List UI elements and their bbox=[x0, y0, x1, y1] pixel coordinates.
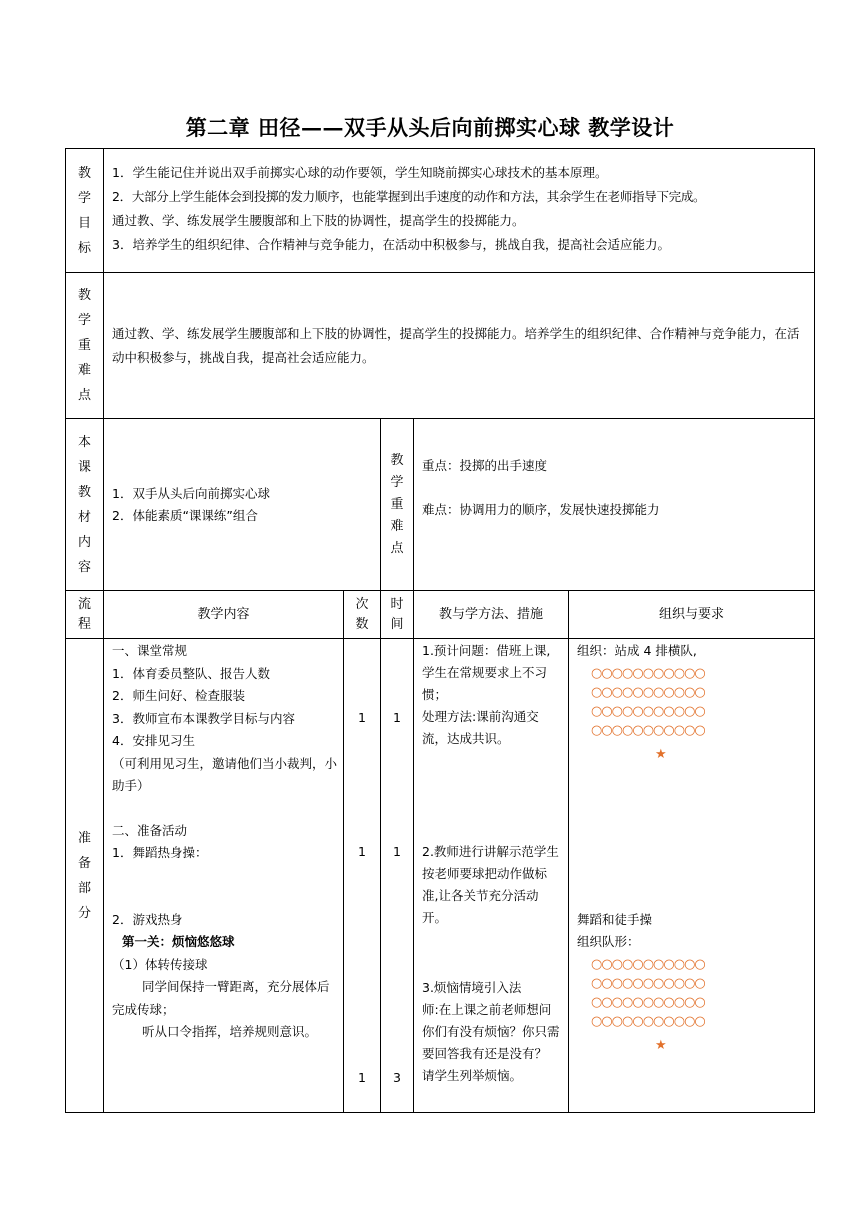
goals-content bbox=[104, 149, 815, 273]
material-item: 1．双手从头后向前掷实心球 bbox=[112, 485, 270, 501]
goal-line: 3．培养学生的组织纪律、合作精神与竞争能力，在活动中积极参与，挑战自我，提高社会适应能力。 bbox=[112, 237, 670, 252]
teacher-star-icon: ★ bbox=[655, 1038, 667, 1053]
label-char: 时 bbox=[390, 596, 404, 612]
label-char: 点 bbox=[390, 540, 404, 556]
difficulty-point: 难点：协调用力的顺序，发展快速投掷能力 bbox=[422, 502, 660, 517]
content-line: 一、课堂常规 bbox=[112, 643, 188, 658]
content-line: 2．游戏热身 bbox=[112, 911, 183, 927]
label-char: 材 bbox=[77, 509, 91, 525]
label-char: 难 bbox=[390, 518, 404, 534]
material-key-label bbox=[381, 419, 414, 591]
label-char: 备 bbox=[77, 855, 91, 871]
method-line: 3.烦恼情境引入法 bbox=[422, 980, 522, 995]
label-char: 数 bbox=[355, 616, 369, 632]
content-line: （1）体转传接球 bbox=[112, 956, 208, 972]
circle-row: ○○○○○○○○○○○ bbox=[591, 995, 705, 1010]
teacher-star-icon: ★ bbox=[655, 747, 667, 762]
method-line: 1.预计问题：借班上课,学生在常规要求上不习惯； bbox=[422, 643, 551, 702]
label-char: 学 bbox=[390, 474, 404, 490]
content-line: 听从口令指挥，培养规则意识。 bbox=[142, 1024, 318, 1039]
document-title: 第二章 田径——双手从头后向前掷实心球 教学设计 bbox=[185, 115, 675, 140]
material-row bbox=[66, 419, 815, 591]
method-line: 处理方法:课前沟通交流，达成共识。 bbox=[422, 709, 539, 746]
header-methods: 教与学方法、措施 bbox=[414, 591, 569, 639]
circle-row: ○○○○○○○○○○○ bbox=[591, 957, 705, 972]
label-char: 点 bbox=[77, 388, 91, 403]
label-char: 标 bbox=[77, 240, 91, 256]
prep-organization bbox=[569, 639, 815, 1113]
circle-row: ○○○○○○○○○○○ bbox=[591, 1014, 705, 1029]
key-difficulty-label bbox=[66, 273, 104, 419]
label-char: 准 bbox=[77, 830, 91, 846]
count-value: 1 bbox=[358, 1070, 366, 1085]
content-line: 2．师生问好、检查服装 bbox=[112, 688, 245, 703]
label-char: 重 bbox=[390, 496, 404, 512]
goals-row bbox=[66, 149, 815, 273]
label-char: 学 bbox=[77, 313, 91, 328]
label-char: 部 bbox=[77, 880, 91, 896]
content-spacer bbox=[112, 798, 337, 820]
lesson-plan-table bbox=[65, 148, 815, 1113]
label-char: 难 bbox=[77, 363, 91, 378]
prep-row bbox=[66, 639, 815, 1113]
label-char: 教 bbox=[77, 288, 91, 303]
material-items bbox=[104, 419, 381, 591]
label-char: 流 bbox=[77, 596, 91, 612]
methods-block-3 bbox=[422, 977, 562, 1087]
org-line: 舞蹈和徒手操 bbox=[577, 912, 653, 927]
label-char: 容 bbox=[77, 559, 91, 575]
header-row bbox=[66, 591, 815, 639]
circle-row: ○○○○○○○○○○○ bbox=[591, 685, 705, 700]
content-line: 第一关：烦恼悠悠球 bbox=[122, 934, 235, 949]
content-line: 4．安排见习生 bbox=[112, 733, 195, 748]
key-difficulty-text: 通过教、学、练发展学生腰腹部和上下肢的协调性，提高学生的投掷能力。培养学生的组织纪律、合作精神与竞争能力，在活动中积极参与，挑战自我，提高社会适应能力。 bbox=[104, 273, 815, 419]
content-spacer bbox=[112, 865, 337, 909]
label-char: 教 bbox=[77, 484, 91, 500]
header-time bbox=[381, 591, 414, 639]
method-line: 师:在上课之前老师想问你们有没有烦恼？你只需要回答我有还是没有？ bbox=[422, 1002, 560, 1061]
header-organization: 组织与要求 bbox=[569, 591, 815, 639]
label-char: 本 bbox=[77, 434, 91, 450]
prep-times bbox=[381, 639, 414, 1113]
circle-row: ○○○○○○○○○○○ bbox=[591, 704, 705, 719]
label-char: 教 bbox=[390, 452, 404, 468]
label-char: 目 bbox=[77, 215, 91, 231]
time-value: 1 bbox=[393, 710, 401, 725]
count-value: 1 bbox=[358, 710, 366, 725]
label-char: 教 bbox=[77, 165, 91, 181]
methods-block-2 bbox=[422, 841, 562, 929]
prep-label bbox=[66, 639, 104, 1113]
prep-content bbox=[104, 639, 344, 1113]
circle-row: ○○○○○○○○○○○ bbox=[591, 666, 705, 681]
org-block-2 bbox=[577, 909, 808, 1057]
material-key-content bbox=[414, 419, 815, 591]
header-count bbox=[344, 591, 381, 639]
key-point: 重点：投掷的出手速度 bbox=[422, 458, 548, 473]
method-line: 2.教师进行讲解示范学生按老师要球把动作做标准,让各关节充分活动开。 bbox=[422, 844, 559, 925]
label-char: 分 bbox=[77, 905, 91, 921]
goals-label bbox=[66, 149, 104, 273]
method-line: 请学生列举烦恼。 bbox=[422, 1068, 523, 1083]
org-line: 组织：站成 4 排横队, bbox=[577, 643, 697, 658]
label-char: 间 bbox=[390, 616, 404, 632]
label-char: 次 bbox=[355, 596, 369, 612]
label-char: 重 bbox=[77, 338, 91, 353]
material-label bbox=[66, 419, 104, 591]
header-process bbox=[66, 591, 104, 639]
label-char: 课 bbox=[77, 459, 91, 475]
methods-block-1 bbox=[422, 640, 562, 750]
label-char: 学 bbox=[77, 190, 91, 206]
prep-counts bbox=[344, 639, 381, 1113]
content-line: （可利用见习生，邀请他们当小裁判，小助手） bbox=[112, 755, 338, 793]
goal-line: 2．大部分上学生能体会到投掷的发力顺序，也能掌握到出手速度的动作和方法，其余学生在老师指导下完成。 bbox=[112, 189, 706, 204]
header-content: 教学内容 bbox=[104, 591, 344, 639]
org-block-1 bbox=[577, 640, 808, 766]
formation-diagram bbox=[577, 955, 808, 1057]
formation-diagram bbox=[577, 664, 808, 766]
content-line: 1．体育委员整队、报告人数 bbox=[112, 665, 270, 681]
label-char: 程 bbox=[77, 616, 91, 632]
org-line: 组织队形： bbox=[577, 934, 640, 949]
key-difficulty-row bbox=[66, 273, 815, 419]
count-value: 1 bbox=[358, 844, 366, 859]
label-char: 内 bbox=[77, 534, 91, 550]
content-line: 3．教师宣布本课教学目标与内容 bbox=[112, 710, 295, 726]
time-value: 1 bbox=[393, 844, 401, 859]
content-line: 二、准备活动 bbox=[112, 822, 188, 838]
content-line: 同学间保持一臂距离，充分展体后完成传球； bbox=[112, 979, 330, 1017]
goal-line: 1．学生能记住并说出双手前掷实心球的动作要领，学生知晓前掷实心球技术的基本原理。 bbox=[112, 165, 608, 180]
circle-row: ○○○○○○○○○○○ bbox=[591, 976, 705, 991]
circle-row: ○○○○○○○○○○○ bbox=[591, 723, 705, 738]
content-line: 1．舞蹈热身操： bbox=[112, 845, 208, 860]
material-item: 2．体能素质“课课练”组合 bbox=[112, 507, 258, 523]
prep-methods bbox=[414, 639, 569, 1113]
goal-line: 通过教、学、练发展学生腰腹部和上下肢的协调性，提高学生的投掷能力。 bbox=[112, 213, 525, 228]
time-value: 3 bbox=[393, 1070, 401, 1085]
